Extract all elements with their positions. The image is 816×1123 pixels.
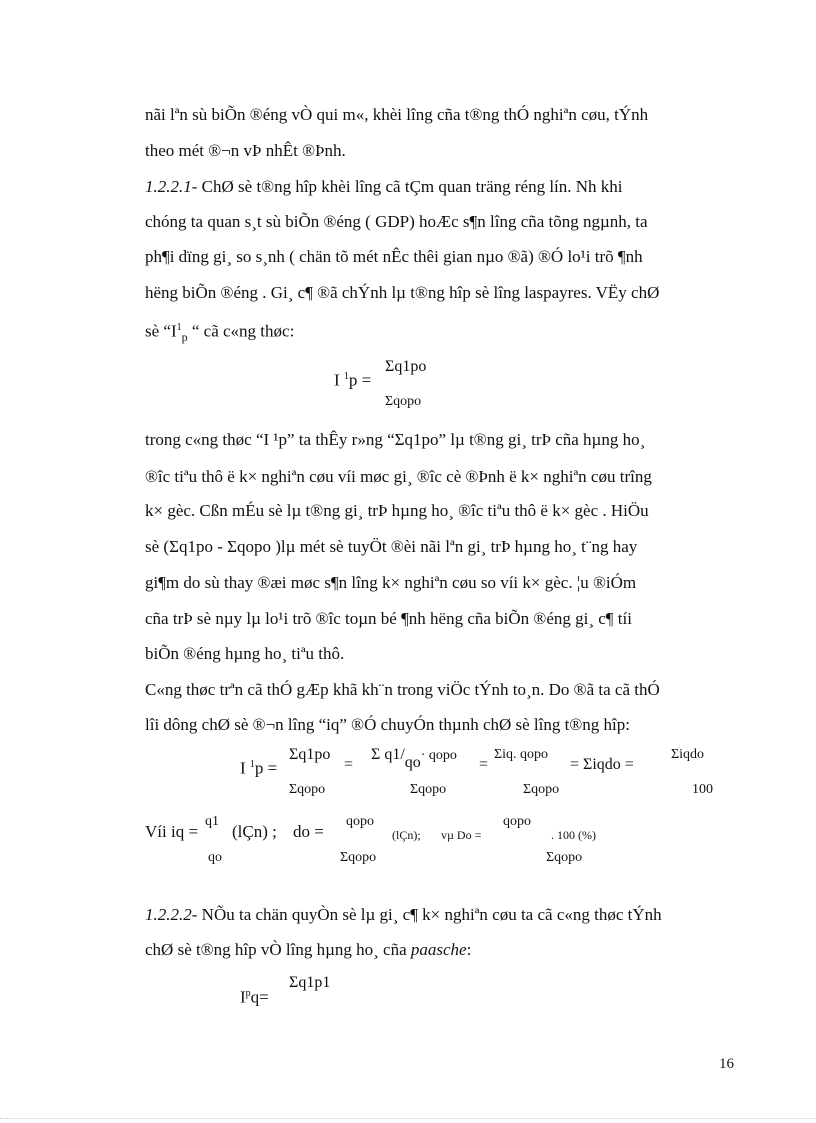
text-line: [145, 940, 471, 960]
superscript: 1: [176, 322, 182, 333]
text-line: ph¶i dïng gi¸ so s¸nh ( chän tõ mét nÊc thêi gian nµo ®ã) ®Ó lo¹i trõ ¶nh: [145, 247, 643, 266]
text-line: k× gèc. Cßn mÉu sè lµ t®ng gi¸ trÞ hµng ho¸ ®îc tiªu thô ë k× gèc . HiÖu: [145, 501, 649, 520]
section-lead: - NÕu ta chän quyÒn sè lµ gi¸ c¶ k× nghiªn cøu ta cã c«ng thøc tÝnh: [191, 905, 662, 924]
text-line: lîi dông chØ sè ®¬n lîng “iq” ®Ó chuyÓn thµnh chØ sè lîng t®ng hîp:: [145, 715, 630, 734]
formula-numerator: q1: [205, 814, 219, 829]
formula-equals: =: [344, 756, 354, 773]
text-line: sè (Σq1po - Σqopo )lµ mét sè tuyÖt ®èi nãi lªn gi¸ trÞ hµng ho¸ t¨ng hay: [145, 537, 638, 556]
text-line: chóng ta quan s¸t sù biÕn ®éng ( GDP) hoÆc s¶n lîng cña tõng ngµnh, ta: [145, 212, 648, 231]
formula-numerator: Σiq. qopo: [494, 747, 549, 762]
page-number: 16: [719, 1056, 734, 1072]
formula-lhs: I $^1$p =: [334, 370, 372, 390]
text-line: hëng biÕn ®éng . Gi¸ c¶ ®ã chÝnh lµ t®ng hîp sè lîng laspayres. VËy chØ: [145, 283, 660, 302]
formula-numerator: Σ q1/qo· qopo: [371, 746, 457, 771]
formula-text: vµ Do =: [441, 828, 482, 842]
formula-denominator: Σqopo: [385, 394, 422, 409]
formula-text: (lÇn) ;: [232, 822, 277, 841]
formula-equals: =: [479, 756, 489, 773]
formula-denominator: 100: [692, 782, 713, 797]
text-line: gi¶m do sù thay ®æi møc s¶n lîng k× nghiªn cøu so víi k× gèc. ¦u ®iÓm: [145, 573, 637, 592]
text-line: C«ng thøc trªn cã thÓ gÆp khã kh¨n trong viÖc tÝnh to¸n. Do ®ã ta cã thÓ: [145, 680, 660, 699]
formula-denominator: Σqopo: [410, 782, 447, 797]
section-number: 1.2.2.1: [145, 177, 192, 196]
text-line: [145, 905, 662, 925]
footer-divider: [0, 1118, 816, 1119]
formula-numerator: Σq1po: [289, 746, 331, 763]
formula-lhs: $I^pq=$: [240, 987, 269, 1007]
text-line: theo mét ®¬n vÞ nhÊt ®Þnh.: [145, 141, 346, 160]
paasche-term: paasche: [410, 940, 467, 959]
formula-text: . 100 (%): [551, 828, 596, 842]
formula-denominator: Σqopo: [289, 782, 326, 797]
formula-equals: = Σiqdo =: [570, 756, 634, 773]
text-line: [145, 177, 623, 197]
formula-numerator: qopo: [503, 814, 531, 829]
formula-text: do =: [293, 822, 324, 841]
text-fragment: “ cã c«ng thøc:: [187, 321, 295, 341]
formula-numerator: Σq1p1: [289, 974, 331, 991]
text-line: trong c«ng thøc “I ¹p” ta thÊy r»ng “Σq1po” lµ t®ng gi¸ trÞ cña hµng ho¸: [145, 430, 646, 449]
text-line: nãi lªn sù biÕn ®éng vÒ qui m«, khèi lîng cña t®ng thÓ nghiªn cøu, tÝnh: [145, 105, 649, 124]
formula-text: (lÇn);: [392, 828, 421, 842]
text-line: [145, 318, 294, 347]
text-line: ®îc tiªu thô ë k× nghiªn cøu víi møc gi¸ ®îc cè ®Þnh ë k× nghiªn cøu trîng: [145, 467, 652, 486]
text-fragment: :: [466, 940, 472, 959]
formula-numerator: Σq1po: [385, 358, 427, 375]
formula-numerator: qopo: [346, 814, 374, 829]
formula-numerator: Σiqdo: [671, 747, 705, 762]
formula-denominator: qo: [208, 850, 222, 865]
text-line: cña trÞ sè nµy lµ lo¹i trõ ®îc toµn bé ¶nh hëng cña biÕn ®éng gi¸ c¶ tíi: [145, 609, 632, 628]
section-lead: - ChØ sè t®ng hîp khèi lîng cã tÇm quan träng réng lín. Nh khi: [191, 177, 623, 196]
formula-lhs: I $^1$p =: [240, 758, 278, 778]
formula-text: Víi iq =: [145, 822, 199, 841]
text-fragment: chØ sè t®ng hîp vÒ lîng hµng ho¸ cña: [145, 940, 411, 959]
formula-denominator: Σqopo: [523, 782, 560, 797]
section-number: 1.2.2.2: [145, 905, 192, 924]
formula-denominator: Σqopo: [546, 850, 583, 865]
subscript: p: [181, 330, 188, 345]
text-line: biÕn ®éng hµng ho¸ tiªu thô.: [145, 644, 345, 663]
text-fragment: sè “I: [145, 321, 177, 341]
formula-denominator: Σqopo: [340, 850, 377, 865]
